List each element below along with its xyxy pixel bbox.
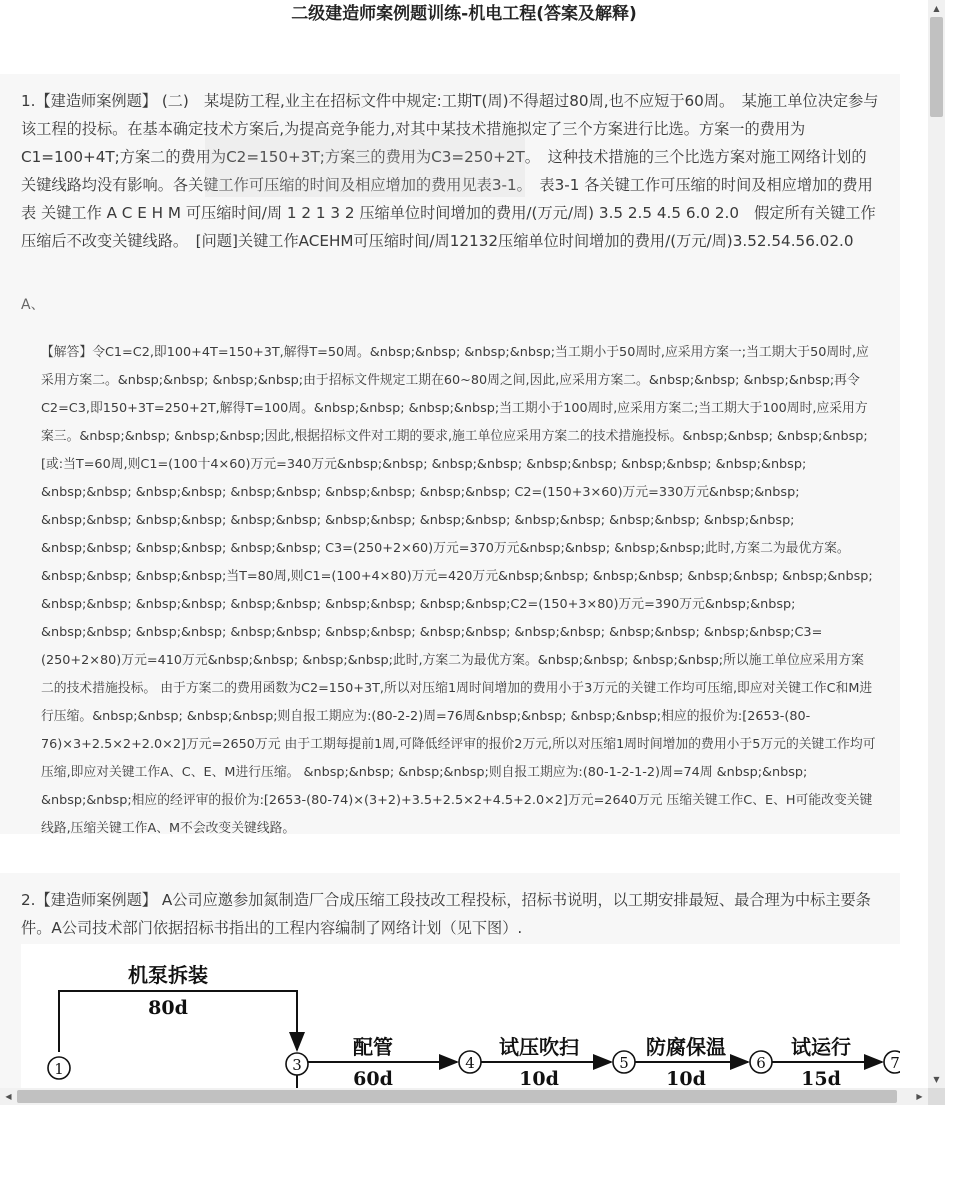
top-activity-name: 机泵拆装: [128, 963, 208, 987]
node-3-label: 3: [292, 1056, 302, 1074]
activity-3-duration: 10d: [666, 1068, 706, 1088]
node-4-label: 4: [465, 1054, 475, 1072]
scroll-right-icon[interactable]: ▶: [916, 1091, 923, 1101]
activity-1-duration: 60d: [353, 1068, 393, 1088]
scroll-up-icon[interactable]: ▲: [933, 3, 940, 13]
vertical-scrollbar[interactable]: [928, 0, 945, 1088]
question-1-text: 1.【建造师案例题】 (二) 某堤防工程,业主在招标文件中规定:工期T(周)不得超过80周,也不应短于60周。 某施工单位决定参与该工程的投标。在基本确定技术方案后,为提高竞争能力,对其中某技术措施拟定了三个方案进行比选。方案一的费用为C1=100+4T;方案二的费用为C2=150+3T;方案三的费用为C3=250+2T。 这种技术措施的三个比选方案对施工网络计划的关键线路均没有影响。各关键工作可压缩的时间及相应增加的费用见表3-1。 表3-1 各关键工作可压缩的时间及相应增加的费用表 关键工作 A C E H M 可压缩时间/周 1 2 1 3 2 压缩单位时间增加的费用/(万元/周) 3.5 2.5 4.5 6.0 2.0 假定所有关键工作压缩后不改变关键线路。 [问题]关键工作ACEHM可压缩时间/周12132压缩单位时间增加的费用/(万元/周)3.52.54.56.02.0: [21, 92, 879, 250]
horizontal-scroll-thumb[interactable]: [17, 1090, 897, 1103]
node-5-label: 5: [619, 1054, 629, 1072]
question-1-answer: 【解答】令C1=C2,即100+4T=150+3T,解得T=50周。&nbsp;&nbsp; &nbsp;&nbsp;当工期小于50周时,应采用方案一;当工期大于50周时,应采用方案二。&nbsp;&nbsp; &nbsp;&nbsp;由于招标文件规定工期在60~80周之间,因此,应采用方案二。&nbsp;&nbsp; &nbsp;&nbsp;再令C2=C3,即150+3T=250+2T,解得T=100周。&nbsp;&nbsp; &nbsp;&nbsp;当工期小于100周时,应采用方案二;当工期大于100周时,应采用方案三。&nbsp;&nbsp; &nbsp;&nbsp;因此,根据招标文件对工期的要求,施工单位应采用方案二的技术措施投标。&nbsp;&nbsp; &nbsp;&nbsp;[或:当T=60周,则C1=(100十4×60)万元=340万元&nbsp;&nbsp; &nbsp;&nbsp; &nbsp;&nbsp; &nbsp;&nbsp; &nbsp;&nbsp; &nbsp;&nbsp; &nbsp;&nbsp; &nbsp;&nbsp; &nbsp;&nbsp; &nbsp;&nbsp; C2=(150+3×60)万元=330万元&nbsp;&nbsp; &nbsp;&nbsp; &nbsp;&nbsp; &nbsp;&nbsp; &nbsp;&nbsp; &nbsp;&nbsp; &nbsp;&nbsp; &nbsp;&nbsp; &nbsp;&nbsp; &nbsp;&nbsp; &nbsp;&nbsp; &nbsp;&nbsp; C3=(250+2×60)万元=370万元&nbsp;&nbsp; &nbsp;&nbsp;此时,方案二为最优方案。&nbsp;&nbsp; &nbsp;&nbsp;当T=80周,则C1=(100+4×80)万元=420万元&nbsp;&nbsp; &nbsp;&nbsp; &nbsp;&nbsp; &nbsp;&nbsp; &nbsp;&nbsp; &nbsp;&nbsp; &nbsp;&nbsp; &nbsp;&nbsp; &nbsp;&nbsp;C2=(150+3×80)万元=390万元&nbsp;&nbsp; &nbsp;&nbsp; &nbsp;&nbsp; &nbsp;&nbsp; &nbsp;&nbsp; &nbsp;&nbsp; &nbsp;&nbsp; &nbsp;&nbsp; &nbsp;&nbsp;C3=(250+2×80)万元=410万元&nbsp;&nbsp; &nbsp;&nbsp;此时,方案二为最优方案。&nbsp;&nbsp; &nbsp;&nbsp;所以施工单位应采用方案二的技术措施投标。 由于方案二的费用函数为C2=150+3T,所以对压缩1周时间增加的费用小于3万元的关键工作均可压缩,即应对关键工作C和M进行压缩。&nbsp;&nbsp; &nbsp;&nbsp;则自报工期应为:(80-2-2)周=76周&nbsp;&nbsp; &nbsp;&nbsp;相应的报价为:[2653-(80-76)×3+2.5×2+2.0×2]万元=2650万元 由于工期每提前1周,可降低经评审的报价2万元,所以对压缩1周时间增加的费用小于5万元的关键工作均可压缩,即应对关键工作A、C、E、M进行压缩。 &nbsp;&nbsp; &nbsp;&nbsp;则自报工期应为:(80-1-2-1-2)周=74周 &nbsp;&nbsp; &nbsp;&nbsp;相应的经评审的报价为:[2653-(80-74)×(3+2)+3.5+2.5×2+4.5+2.0×2]万元=2640万元 压缩关键工作C、E、H可能改变关键线路,压缩关键工作A、M不会改变关键线路。: [41, 345, 876, 836]
activity-2-duration: 10d: [519, 1068, 559, 1088]
node-1-label: 1: [54, 1060, 64, 1078]
network-diagram-svg: [21, 944, 900, 1088]
activity-1-name: 配管: [353, 1035, 393, 1059]
vertical-scroll-thumb[interactable]: [930, 17, 943, 117]
horizontal-scrollbar[interactable]: [0, 1088, 928, 1105]
watermark-block: [205, 135, 525, 197]
network-plan-diagram: [21, 944, 900, 1088]
activity-2-name: 试压吹扫: [499, 1035, 579, 1059]
activity-4-duration: 15d: [801, 1068, 841, 1088]
question-2-text: 2.【建造师案例题】 A公司应邀参加氮制造厂合成压缩工段技改工程投标，招标书说明，以工期安排最短、最合理为中标主要条件。A公司技术部门依据招标书指出的工程内容编制了网络计划（见下图）.: [21, 891, 871, 937]
page-title: 二级建造师案例题训练-机电工程(答案及解释): [291, 4, 637, 24]
scroll-left-icon[interactable]: ◀: [5, 1091, 12, 1101]
top-activity-duration: 80d: [148, 997, 188, 1019]
activity-3-name: 防腐保温: [646, 1035, 726, 1059]
node-7-label: 7: [890, 1054, 900, 1072]
activity-4-name: 试运行: [791, 1035, 851, 1059]
question-1-option-a[interactable]: A、: [21, 297, 45, 313]
scroll-down-icon[interactable]: ▼: [933, 1074, 940, 1084]
node-6-label: 6: [756, 1054, 766, 1072]
scrollbar-corner: [928, 1088, 945, 1105]
